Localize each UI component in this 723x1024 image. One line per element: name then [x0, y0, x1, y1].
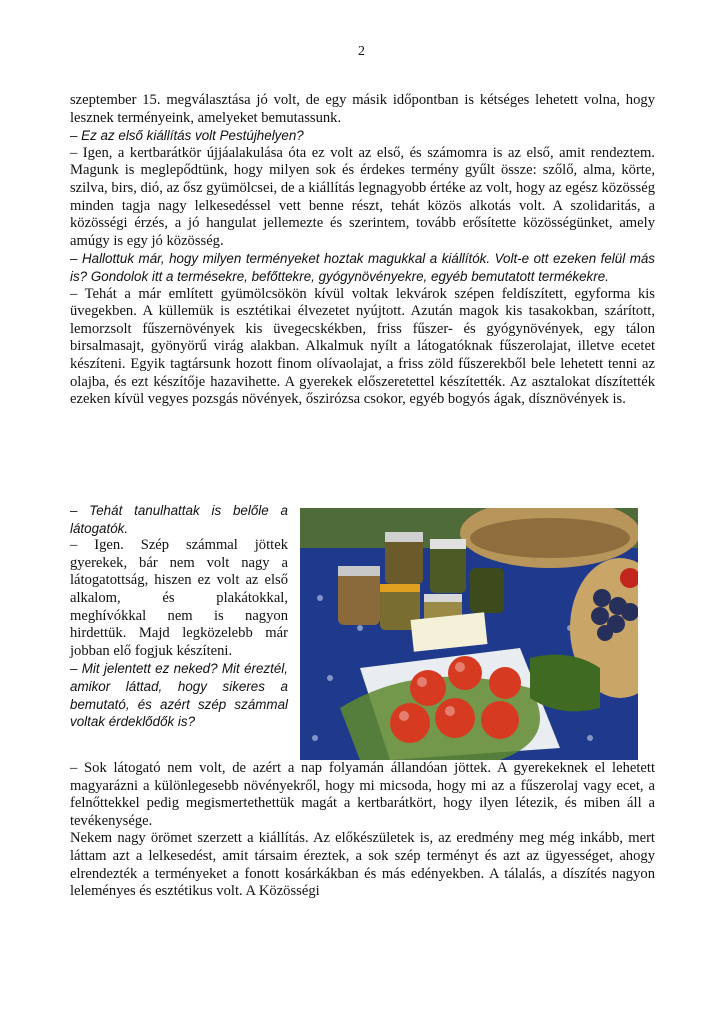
interview-question: – Hallottuk már, hogy milyen terményeket hoztak magukkal a kiállítók. Volt-e ott ezeken felül más is? Gondolok itt a termésekre, befőttekre, gyógynövényekre, egyéb bemutatott termékekre.: [70, 251, 655, 284]
page-number: 2: [358, 44, 365, 59]
photo-illustration: [300, 508, 638, 760]
interview-question: – Ez az első kiállítás volt Pestújhelyen?: [70, 128, 304, 144]
exhibition-photo: [300, 508, 638, 760]
interview-question: – Mit jelentett ez neked? Mit éreztél, amikor láttad, hogy sikeres a bemutató, és azért szép számmal voltak érdeklődők is?: [70, 661, 288, 730]
top-text-block: [70, 92, 655, 409]
paragraph: – Sok látogató nem volt, de azért a nap folyamán állandóan jöttek. A gyerekeknek el lehetett magyarázni a különlegesebb növényekről, hogy mi micsoda, hogy mi az a fűszerolaj vagy ecet, a felnőttekkel pedig megismertethettük magát a kertbarátkört, hogy ilyen létezik, és miben áll a tevékenysége.: [70, 760, 655, 829]
paragraph: – Igen. Szép számmal jöttek gyerekek, bár nem volt nagy a látogatottság, hiszen ez volt az első alkalom, és plakátokkal, meghívókkal nem is nagyon hirdettük. Majd legközelebb már jobban elő fogjuk készíteni.: [70, 537, 288, 659]
paragraph: szeptember 15. megválasztása jó volt, de egy másik időpontban is kétséges lehetett volna, hogy lesznek terményeink, amelyeket bemutassunk.: [70, 92, 655, 126]
paragraph: Nekem nagy örömet szerzett a kiállítás. Az előkészületek is, az eredmény meg még inkább, mert láttam azt a lelkesedést, amit társaim éreztek, a sok szép terményt és azt az ügyességet, ahogy elrendezték a terményeket a fonott kosárkákban és más edényekben. A tálalás, a díszítés nagyon leleményes és esztétikus volt. A Közösségi: [70, 830, 655, 900]
paragraph: – Tehát a már említett gyümölcsökön kívül voltak lekvárok szépen feldíszített, egyforma kis üvegekben. A küllemük is esztétikai élvezetet nyújtott. Azután magok kis tasakokban, szárított, lemorzsolt fűszernövények kis üvegecskékben, friss fűszer- és gyógynövények, egy tálon birsalmasajt, gyönyörű virág alakban. Alkalmuk nyílt a látogatóknak fűszerolajat, illetve ecetet készíteni. Egyik tagtársunk hozott finom olívaolajat, a friss zöld fűszerekből bele lehetett tenni az olajba, és ezt készítője hazavihette. A gyerekek előszeretettel készítették. Az asztalokat díszítették ezeken kívül vegyes pozsgás növények, őszirózsa csokor, egyéb bogyós ágak, dísznövények is.: [70, 285, 655, 408]
side-text-block: [70, 502, 288, 731]
paragraph: – Igen, a kertbarátkör újjáalakulása óta ez volt az első, és számomra is az első, amit rendeztem. Magunk is meglepődtünk, hogy milyen sok és érdekes termény gyűlt össze: szőlő, alma, körte, szilva, birs, dió, az ősz gyümölcsei, de a kiállítás legnagyobb értéke az volt, hogy az egész közösség minden tagja nagy lelkesedéssel vett benne részt, tehát közös alkotás volt. A szolidaritás, a közösségi érzés, a jó hangulat jellemezte és szerintem, tovább erősítette közösségünket, amely amúgy is egy jó közösség.: [70, 144, 655, 249]
interview-question: – Tehát tanulhattak is belőle a látogatók.: [70, 503, 288, 536]
bottom-text-block: [70, 760, 655, 901]
